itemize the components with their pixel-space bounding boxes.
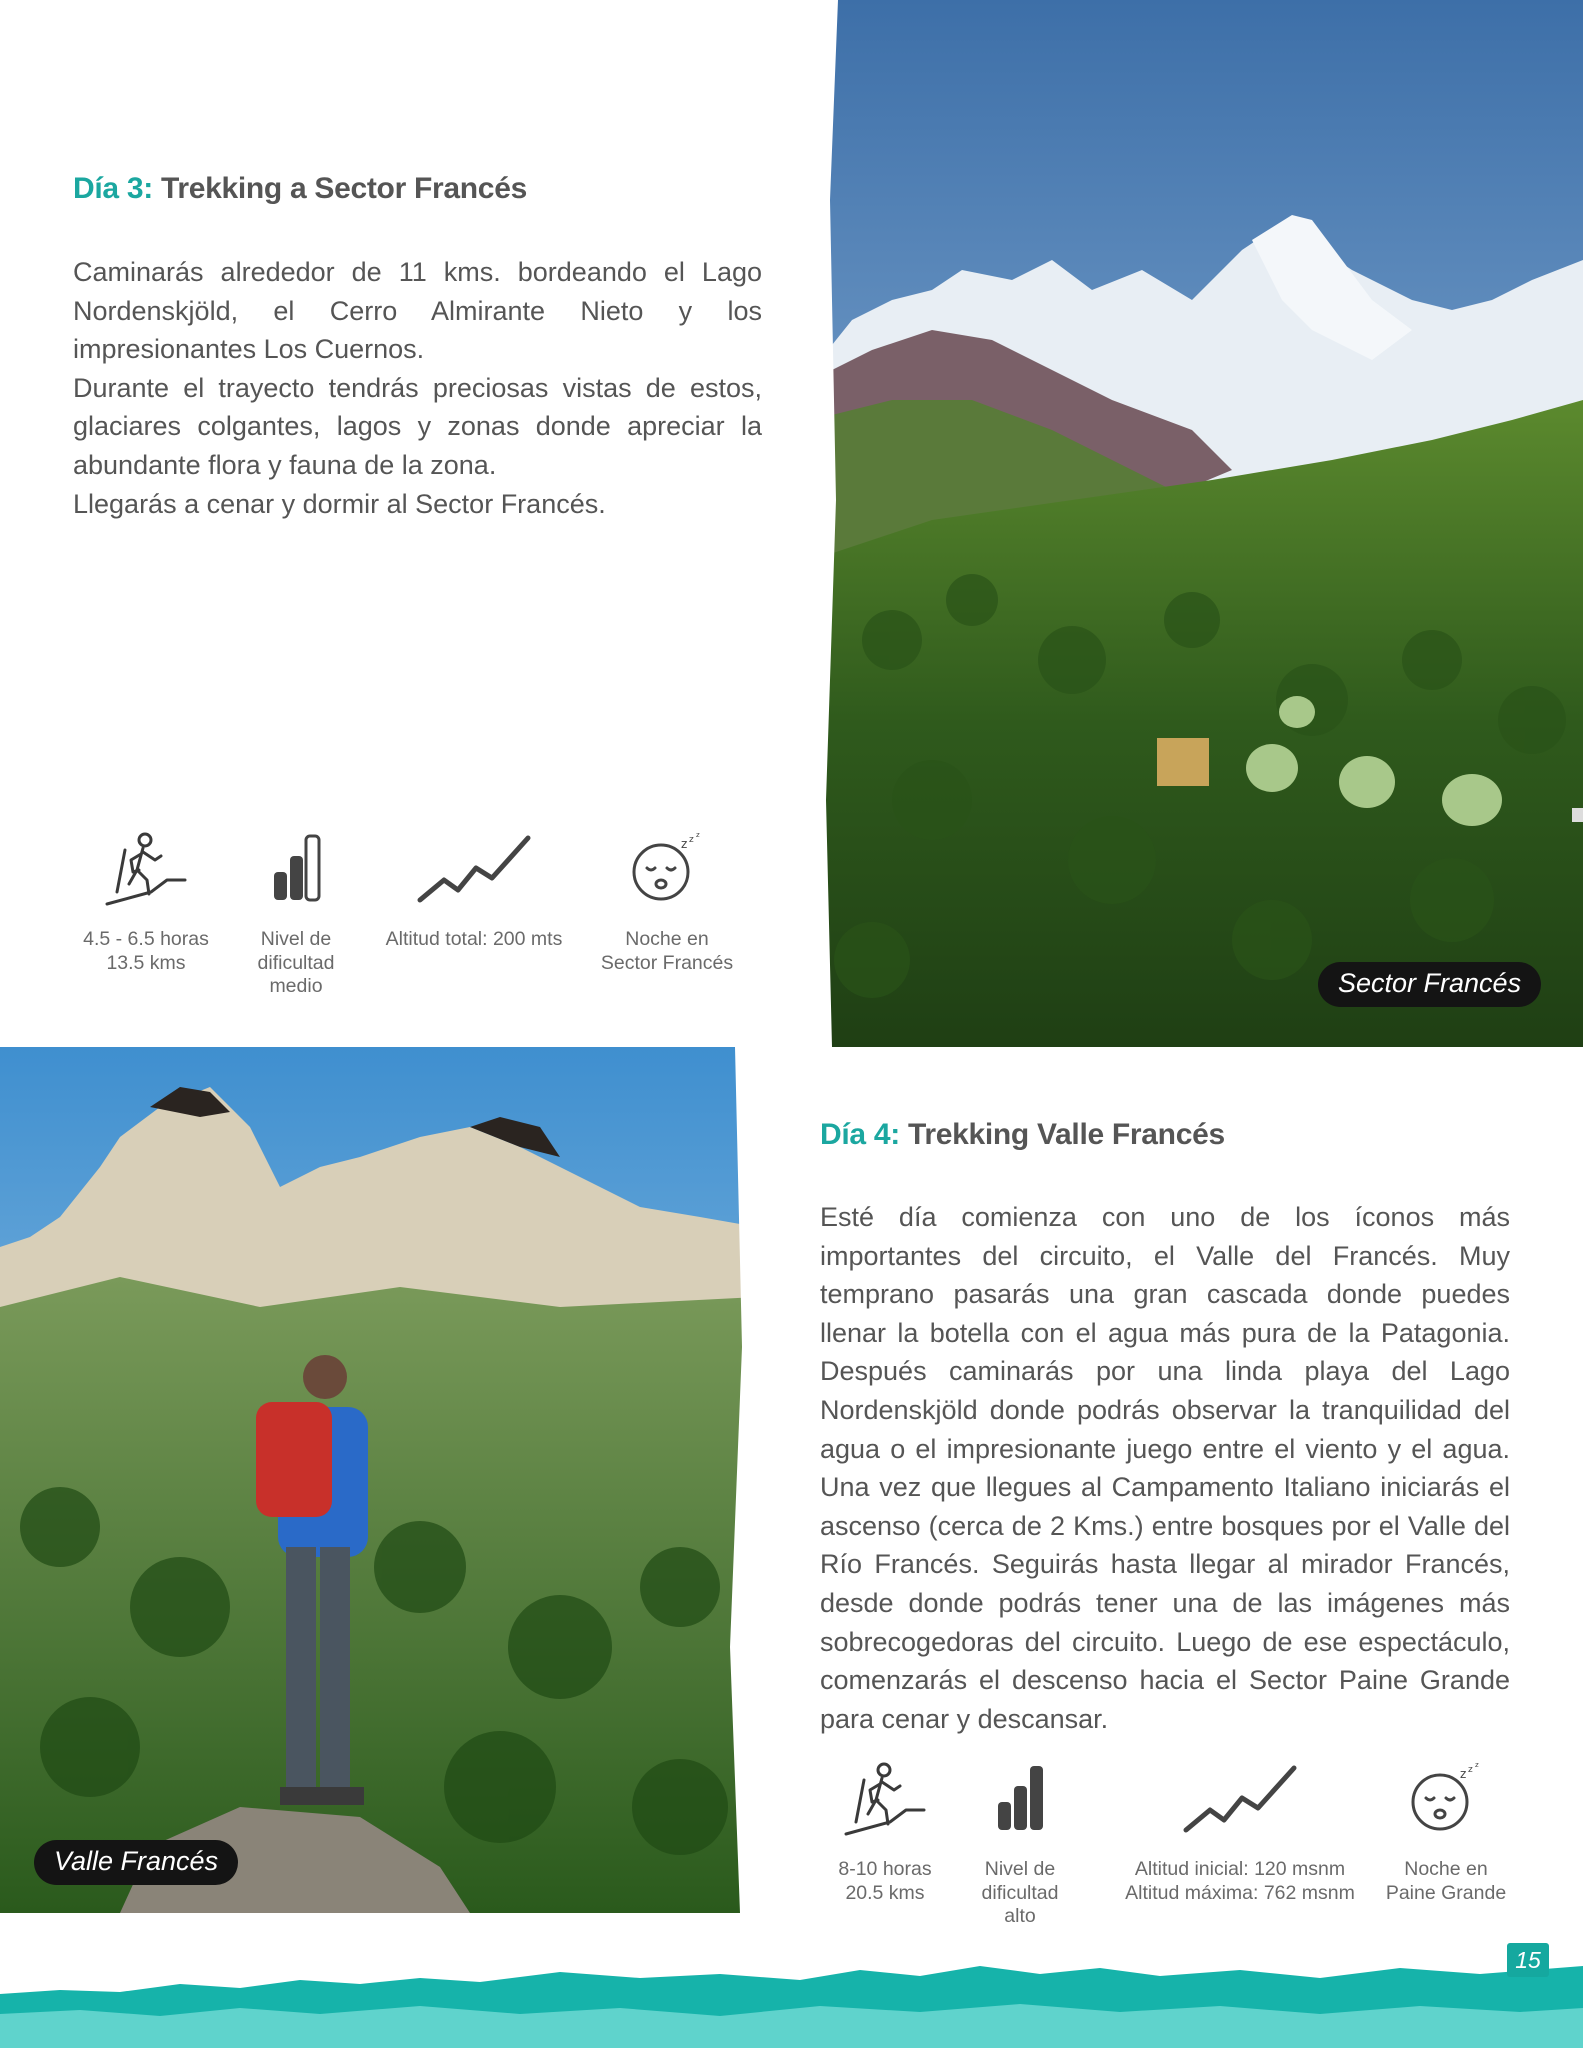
day3-title [73,172,527,206]
day3-night-line: Noche en [625,928,709,950]
day4-altitude-max: Altitud máxima: 762 msnm [1125,1881,1355,1904]
day4-description [820,1198,1510,1738]
day3-label: Día 3: [73,172,153,205]
day3-duration-distance: 13.5 kms [106,951,186,974]
day3-difficulty-level: medio [269,975,323,997]
day3-stat-duration [66,830,226,1010]
day3-paragraph: Durante el trayecto tendrás preciosas vistas de estos, glaciares colgantes, lagos y zonas donde apreciar la abundante flora y fauna de la zona. [73,372,762,480]
valle-frances-photo [0,1047,757,1913]
svg-text:z: z [696,831,700,839]
day4-stats [800,1760,1583,1940]
day4-duration-hours: 8-10 horas [838,1858,932,1880]
day4-altitude-initial: Altitud inicial: 120 msnm [1134,1858,1346,1880]
day4-title-text: Trekking Valle Francés [907,1118,1225,1151]
day3-stat-altitude [366,830,582,1010]
valle-frances-caption: Valle Francés [34,1840,238,1885]
sleeping-face-icon [627,830,707,905]
hiker-icon [101,830,191,910]
mountain-domes-photo [812,0,1583,1047]
day4-label: Día 4: [820,1118,900,1151]
day4-stat-night [1375,1760,1517,1940]
day4-paragraph: Esté día comienza con uno de los íconos más importantes del circuito, el Valle del Francés. Muy temprano pasarás una gran cascada donde puedes llenar la botella con el agua más pura de la Patagonia. Después caminarás por una linda playa del Lago Nordenskjöld donde podrás observar la tranquilidad del agua o el impresionante juego entre el viento y el agua. Una vez que llegues al Campamento Italiano iniciarás el ascenso (cerca de 2 Kms.) entre bosques por el Valle del Río Francés. Seguirás hasta llegar al mirador Francés, desde donde podrás tener una de las imágenes más sobrecogedoras del circuito. Luego de ese espectáculo, comenzarás el descenso hacia el Sector Paine Grande para cenar y descansar. [820,1202,1510,1734]
difficulty-bars-icon [990,1760,1050,1835]
day3-stats [0,830,800,1010]
sector-frances-photo [812,0,1583,1047]
day4-difficulty-level: alto [1004,1905,1036,1927]
svg-text:z: z [689,835,694,845]
sector-frances-caption: Sector Francés [1318,962,1541,1007]
altitude-line-icon [1180,1760,1300,1835]
day4-night-line: Noche en [1404,1858,1488,1880]
altitude-line-icon [414,830,534,905]
page-number: 15 [1507,1943,1549,1977]
difficulty-bars-icon [266,830,326,905]
day4-night-place: Paine Grande [1385,1881,1507,1904]
svg-text:z: z [1460,1767,1467,1781]
day3-title-text: Trekking a Sector Francés [160,172,527,205]
svg-text:z: z [681,837,688,851]
day3-duration-hours: 4.5 - 6.5 horas [83,928,209,950]
day3-altitude-total: Altitud total: 200 mts [385,928,563,950]
day3-paragraph: Llegarás a cenar y dormir al Sector Francés. [73,488,606,519]
day3-difficulty-line: dificultad [257,951,335,974]
day3-stat-difficulty [226,830,366,1010]
footer-wave [0,1948,1583,2048]
day3-night-place: Sector Francés [600,951,734,974]
hiker-photo [0,1047,757,1913]
day4-duration-distance: 20.5 kms [845,1881,925,1904]
day4-difficulty-line: Nivel de [984,1858,1056,1880]
svg-text:z: z [1468,1765,1473,1775]
day3-stat-night [582,830,752,1010]
svg-text:z: z [1475,1761,1479,1769]
day4-stat-altitude [1115,1760,1365,1940]
sleeping-face-icon [1406,1760,1486,1835]
day4-stat-duration [825,1760,945,1940]
hiker-icon [840,1760,930,1840]
day3-description [73,253,762,523]
day4-stat-difficulty [970,1760,1070,1940]
day4-difficulty-line: dificultad [981,1881,1059,1904]
day4-title [820,1118,1225,1152]
day3-difficulty-line: Nivel de [260,928,332,950]
day3-paragraph: Caminarás alrededor de 11 kms. bordeando el Lago Nordenskjöld, el Cerro Almirante Nieto y los impresionantes Los Cuernos. [73,257,762,365]
